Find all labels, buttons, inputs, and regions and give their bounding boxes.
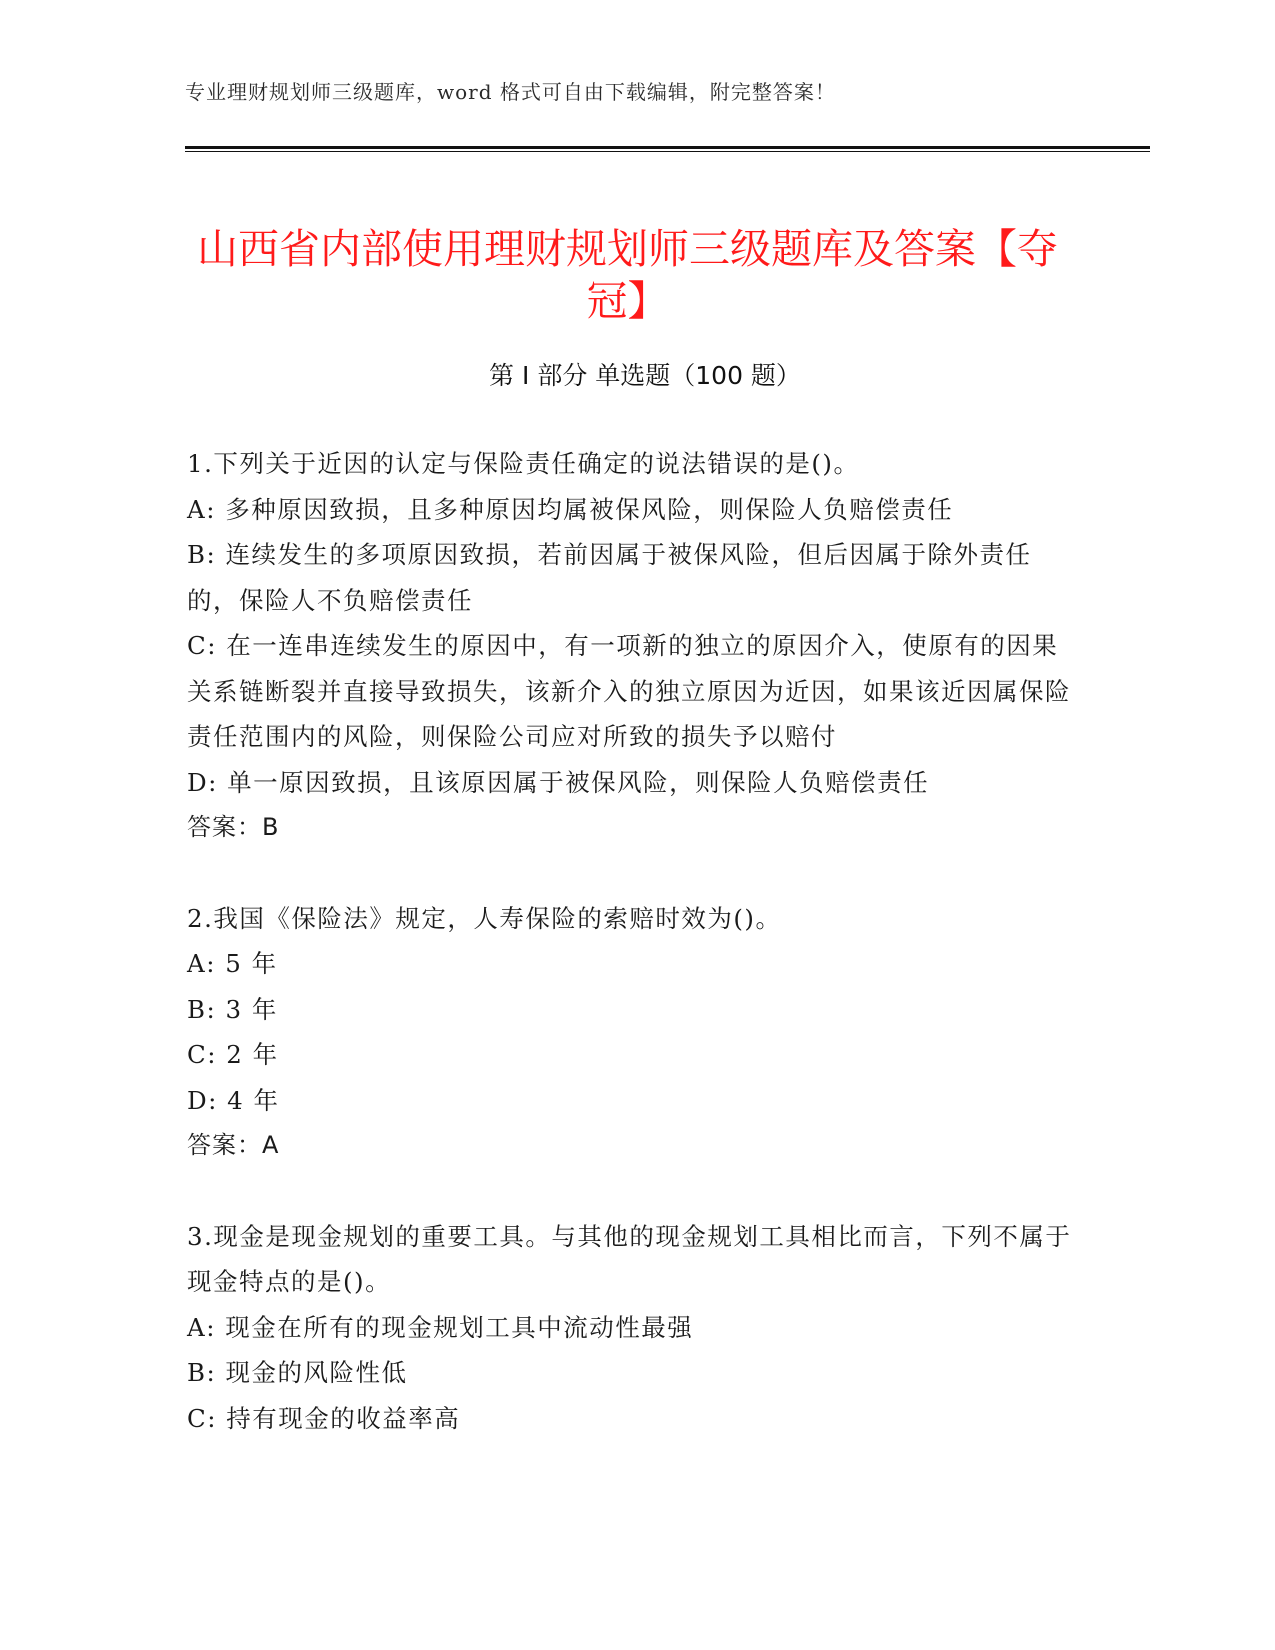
question-stem: 3.现金是现金规划的重要工具。与其他的现金规划工具相比而言，下列不属于现金特点的是()。	[187, 1221, 1072, 1296]
option-b: B: 现金的风险性低	[187, 1358, 408, 1387]
option-d: D: 4 年	[187, 1085, 280, 1115]
option-d: D: 单一原因致损，且该原因属于被保风险，则保险人负赔偿责任	[187, 767, 930, 797]
option-c: C: 在一连串连续发生的原因中，有一项新的独立的原因介入，使原有的因果关系链断裂并直接导致损失，该新介入的独立原因为近因，如果该近因属保险责任范围内的风险，则保险公司应对所致的损失予以赔付	[187, 631, 1071, 751]
option-a: A: 5 年	[187, 949, 278, 978]
option-b: B: 3 年	[187, 994, 278, 1024]
question-2	[187, 896, 1072, 1169]
question-stem: 1.下列关于近因的认定与保险责任确定的说法错误的是()。	[187, 449, 860, 478]
answer: 答案：B	[187, 813, 280, 841]
page-header: 专业理财规划师三级题库，word 格式可自由下载编辑，附完整答案！	[185, 80, 836, 104]
option-c: C: 2 年	[187, 1040, 279, 1069]
answer: 答案：A	[187, 1131, 280, 1159]
option-a: A: 多种原因致损，且多种原因均属被保风险，则保险人负赔偿责任	[187, 494, 954, 524]
header-divider	[185, 146, 1150, 152]
option-b: B: 连续发生的多项原因致损，若前因属于被保风险，但后因属于除外责任的，保险人不负赔偿责任	[187, 540, 1032, 615]
option-a: A: 现金在所有的现金规划工具中流动性最强	[187, 1312, 694, 1342]
section-heading: 第 I 部分 单选题（100 题）	[489, 361, 801, 390]
document-title: 山西省内部使用理财规划师三级题库及答案【夺冠】	[197, 225, 1058, 326]
question-1	[187, 441, 1072, 851]
question-list	[187, 441, 1072, 1486]
question-stem: 2.我国《保险法》规定，人寿保险的索赔时效为()。	[187, 903, 782, 933]
option-c: C: 持有现金的收益率高	[187, 1403, 461, 1433]
question-3	[187, 1214, 1072, 1442]
